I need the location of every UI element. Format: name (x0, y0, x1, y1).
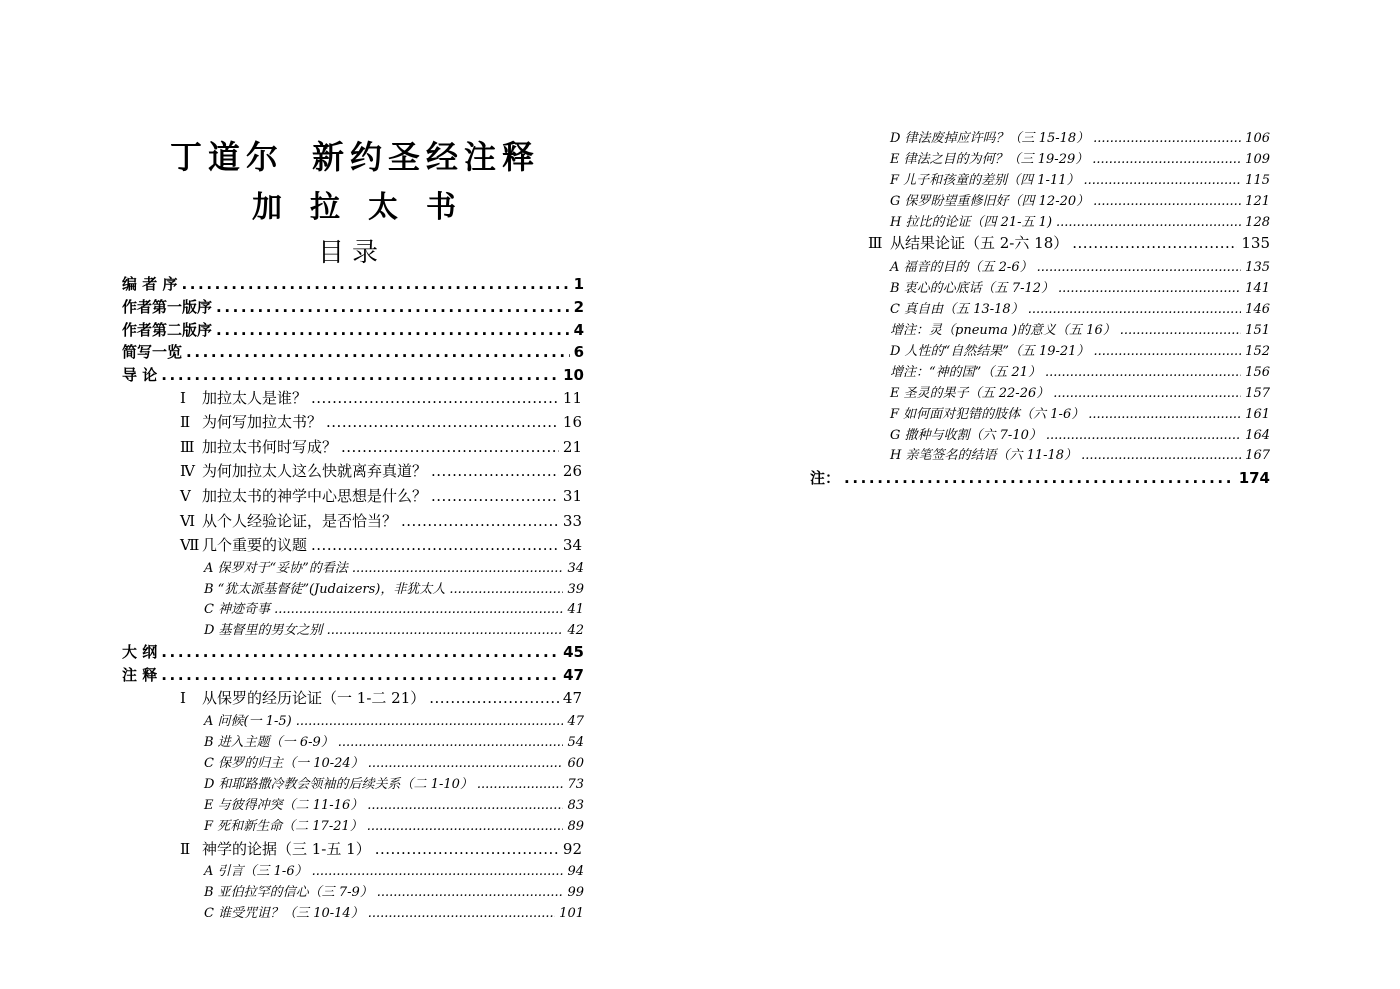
toc-entry-title (180, 534, 307, 555)
dot-leader (375, 840, 559, 858)
toc-entry (204, 860, 584, 879)
dot-leader (368, 756, 564, 771)
toc-entry-label: 增注：灵（pneuma )的意义（五 16） (890, 323, 1116, 338)
dot-leader (216, 321, 570, 339)
toc-entry (180, 838, 582, 859)
dot-leader (1093, 131, 1241, 146)
toc-page-number: 54 (567, 735, 584, 750)
toc-page-number: 47 (567, 714, 584, 729)
toc-entry-label: B 衷心的心底话（五 7-12） (890, 281, 1055, 296)
toc-page-number: 106 (1245, 131, 1270, 146)
toc-entry-title (204, 773, 473, 792)
toc-entry-title (122, 319, 212, 340)
toc-entry (204, 619, 584, 638)
toc-entry-label: 增注：“神的国”（五 21） (890, 365, 1041, 380)
toc-page-number: 34 (562, 536, 582, 554)
toc-page-number: 92 (562, 840, 582, 858)
toc-entry-title (890, 277, 1054, 296)
toc-entry-label: D 人性的“自然结果”（五 19-21） (890, 344, 1090, 359)
toc-entry-title (180, 838, 371, 859)
toc-page-number: 101 (559, 906, 584, 921)
dot-leader (1120, 323, 1241, 338)
toc-entry (890, 190, 1270, 209)
toc-entry-title (890, 403, 1084, 422)
toc-entry-title (122, 641, 157, 662)
toc-entry (890, 361, 1270, 380)
toc-entry-label: C 保罗的归主（一 10-24） (204, 756, 364, 771)
series-title: 丁道尔 (170, 138, 285, 176)
toc-page-number: 39 (567, 582, 584, 597)
toc-entry-title (890, 127, 1089, 146)
toc-page-number: 41 (567, 602, 584, 617)
dot-leader (844, 469, 1235, 487)
toc-page-number: 47 (563, 666, 584, 684)
toc-entry-label: 为何写加拉太书？ (202, 413, 323, 431)
toc-entry-title (868, 232, 1068, 253)
toc-entry-number: Ⅴ (180, 487, 191, 505)
dot-leader (274, 602, 563, 617)
toc-entry-title (810, 467, 840, 488)
toc-entry (180, 436, 582, 457)
toc-entry (122, 364, 584, 385)
toc-entry (204, 557, 584, 576)
toc-entry-label: A 问候(一 1-5) (204, 714, 292, 729)
toc-entry-label: F 儿子和孩童的差别（四 1-11） (890, 173, 1080, 188)
toc-page-number: 42 (567, 623, 584, 638)
toc-entry-label: 大 纲 (122, 643, 158, 661)
toc-page-number: 99 (567, 885, 584, 900)
toc-entry-label: 加拉太书的神学中心思想是什么？ (202, 487, 428, 505)
toc-page-number: 135 (1241, 234, 1270, 252)
toc-entry (180, 411, 582, 432)
toc-page-number: 109 (1245, 152, 1270, 167)
toc-entry (204, 773, 584, 792)
dot-leader (367, 798, 563, 813)
dot-leader (1072, 234, 1237, 252)
toc-entry-title (204, 794, 363, 813)
toc-entry (122, 641, 584, 662)
toc-page-number: 6 (573, 343, 584, 361)
toc-page-number: 2 (573, 298, 584, 316)
toc-entry-title (204, 710, 292, 729)
dot-leader (367, 819, 564, 834)
toc-page-number: 89 (567, 819, 584, 834)
toc-entry-label: F 死和新生命（二 17-21） (204, 819, 363, 834)
toc-entry-title (180, 687, 425, 708)
dot-leader (1058, 281, 1241, 296)
toc-entry (810, 467, 1270, 488)
toc-entry (204, 578, 584, 597)
toc-entry (890, 169, 1270, 188)
toc-entry-label: 从个人经验论证，是否恰当？ (202, 512, 398, 530)
toc-page-number: 33 (562, 512, 582, 530)
toc-entry-title (204, 578, 445, 597)
toc-entry (204, 881, 584, 900)
toc-entry-label: 加拉太书何时写成？ (202, 438, 338, 456)
toc-entry (890, 148, 1270, 167)
toc-entry-title (204, 598, 270, 617)
toc-entry-number: Ⅳ (180, 462, 195, 480)
dot-leader (377, 885, 564, 900)
toc-entry-title (890, 298, 1024, 317)
toc-entry-title (204, 731, 334, 750)
toc-entry-label: E 律法之目的为何？（三 19-29） (890, 152, 1089, 167)
dot-leader (186, 343, 570, 361)
toc-entry-label: 注 释 (122, 666, 158, 684)
toc-entry-label: 作者第二版序 (122, 321, 213, 339)
toc-page-number: 94 (567, 864, 584, 879)
dot-leader (477, 777, 564, 792)
toc-entry-title (122, 664, 157, 685)
toc-entry-number: Ⅲ (868, 234, 883, 252)
toc-entry-label: 加拉太人是谁？ (202, 389, 308, 407)
toc-entry (890, 298, 1270, 317)
toc-entry (122, 341, 584, 362)
toc-page-number: 115 (1245, 173, 1270, 188)
toc-entry-title (204, 752, 364, 771)
toc-entry-label: D 律法废掉应许吗？（三 15-18） (890, 131, 1090, 146)
dot-leader (1092, 152, 1241, 167)
toc-page-number: 10 (563, 366, 584, 384)
toc-page-number: 26 (562, 462, 582, 480)
toc-entry-label: D 和耶路撒冷教会领袖的后续关系（二 1-10） (204, 777, 473, 792)
toc-entry-label: B “犹太派基督徒”(Judaizers)，非犹太人 (204, 582, 446, 597)
toc-page-number: 156 (1245, 365, 1270, 380)
toc-entry (204, 902, 584, 921)
toc-page-number: 157 (1245, 386, 1270, 401)
toc-entry-label: D 基督里的男女之别 (204, 623, 323, 638)
toc-page-number: 164 (1245, 428, 1270, 443)
toc-entry (122, 664, 584, 685)
toc-entry-title (204, 881, 373, 900)
toc-entry-number: Ⅰ (180, 389, 186, 407)
toc-entry-title (122, 364, 157, 385)
dot-leader (296, 714, 564, 729)
toc-entry-label: H 亲笔签名的结语（六 11-18） (890, 448, 1078, 463)
toc-entry-title (122, 273, 177, 294)
toc-page-number: 11 (562, 389, 582, 407)
toc-entry (890, 256, 1270, 275)
dot-leader (327, 623, 564, 638)
toc-entry-title (890, 148, 1088, 167)
dot-leader (216, 298, 570, 316)
toc-entry-label: 编 者 序 (122, 275, 178, 293)
toc-entry-title (204, 902, 364, 921)
toc-page-number: 60 (567, 756, 584, 771)
toc-entry-title (122, 296, 212, 317)
toc-page-number: 73 (567, 777, 584, 792)
toc-entry-title (204, 860, 308, 879)
toc-entry-label: A 引言（三 1-6） (204, 864, 308, 879)
toc-page-number: 167 (1245, 448, 1270, 463)
toc-entry (890, 382, 1270, 401)
dot-leader (401, 512, 559, 530)
dot-leader (1046, 428, 1241, 443)
dot-leader (1081, 448, 1241, 463)
toc-entry-title (122, 341, 182, 362)
dot-leader (326, 413, 559, 431)
toc-entry-number: Ⅰ (180, 689, 186, 707)
book-title-line1 (170, 132, 540, 178)
toc-entry-title (180, 460, 427, 481)
toc-entry-label: B 进入主题（一 6-9） (204, 735, 334, 750)
toc-entry (180, 387, 582, 408)
toc-entry-title (204, 815, 363, 834)
toc-entry-title (180, 485, 427, 506)
toc-entry (890, 277, 1270, 296)
toc-entry (890, 424, 1270, 443)
toc-entry-label: 简写一览 (122, 343, 183, 361)
toc-entry-label: F 如何面对犯错的肢体（六 1-6） (890, 407, 1085, 422)
series-subtitle: 新约圣经注释 (312, 138, 541, 176)
toc-entry-label: H 拉比的论证（四 21-五 1) (890, 215, 1053, 230)
toc-entry-label: 神学的论据（三 1-五 1） (202, 840, 371, 858)
toc-entry-label: 作者第一版序 (122, 298, 213, 316)
toc-entry-title (180, 436, 337, 457)
dot-leader (181, 275, 569, 293)
toc-entry-label: E 与彼得冲突（二 11-16） (204, 798, 364, 813)
toc-entry (204, 731, 584, 750)
dot-leader (161, 643, 559, 661)
dot-leader (1045, 365, 1241, 380)
contents-heading: 目录 (318, 238, 387, 268)
dot-leader (338, 735, 564, 750)
dot-leader (1056, 215, 1241, 230)
toc-entry (868, 232, 1270, 253)
dot-leader (449, 582, 563, 597)
toc-entry-label: C 神迹奇事 (204, 602, 271, 617)
dot-leader (1088, 407, 1241, 422)
dot-leader (429, 689, 559, 707)
dot-leader (311, 389, 559, 407)
toc-page-number: 1 (573, 275, 584, 293)
toc-page-number: 83 (567, 798, 584, 813)
toc-entry-title (890, 340, 1089, 359)
toc-entry (890, 403, 1270, 422)
toc-entry (204, 598, 584, 617)
toc-page-number: 16 (562, 413, 582, 431)
dot-leader (352, 561, 564, 576)
toc-page-number: 4 (573, 321, 584, 339)
toc-entry-label: 导 论 (122, 366, 158, 384)
dot-leader (1037, 260, 1242, 275)
toc-entry (204, 710, 584, 729)
toc-entry-title (890, 382, 1049, 401)
toc-entry (180, 460, 582, 481)
toc-page-number: 135 (1245, 260, 1270, 275)
dot-leader (161, 366, 559, 384)
toc-entry-title (180, 411, 322, 432)
dot-leader (311, 536, 559, 554)
toc-entry-label: G 撒种与收割（六 7-10） (890, 428, 1042, 443)
toc-entry-label: B 亚伯拉罕的信心（三 7-9） (204, 885, 373, 900)
toc-entry-label: 注： (810, 469, 841, 487)
toc-entry-label: C 谁受咒诅？（三 10-14） (204, 906, 364, 921)
toc-entry (204, 752, 584, 771)
toc-entry (122, 273, 584, 294)
toc-entry (180, 485, 582, 506)
toc-entry-title (890, 361, 1041, 380)
dot-leader (1084, 173, 1242, 188)
toc-entry-title (180, 510, 397, 531)
toc-page-number: 21 (562, 438, 582, 456)
toc-entry-label: C 真自由（五 13-18） (890, 302, 1024, 317)
toc-entry-number: Ⅵ (180, 512, 196, 530)
toc-entry (890, 127, 1270, 146)
toc-entry-label: 从结果论证（五 2-六 18） (890, 234, 1069, 252)
toc-page-number: 31 (562, 487, 582, 505)
toc-entry-number: Ⅱ (180, 840, 191, 858)
toc-entry-title (890, 211, 1052, 230)
toc-entry-title (180, 387, 307, 408)
toc-entry-title (204, 557, 348, 576)
toc-entry (180, 534, 582, 555)
toc-page-number: 146 (1245, 302, 1270, 317)
toc-entry-title (890, 444, 1077, 463)
toc-page-number: 174 (1238, 469, 1270, 487)
toc-entry (180, 510, 582, 531)
toc-entry-number: Ⅱ (180, 413, 191, 431)
toc-entry (180, 687, 582, 708)
toc-page-number: 121 (1245, 194, 1270, 209)
toc-page-number: 152 (1245, 344, 1270, 359)
toc-entry (890, 444, 1270, 463)
dot-leader (368, 906, 555, 921)
toc-entry-label: 从保罗的经历论证（一 1-二 21） (202, 689, 426, 707)
toc-page-number: 34 (567, 561, 584, 576)
toc-entry (122, 296, 584, 317)
toc-entry (890, 340, 1270, 359)
dot-leader (1028, 302, 1241, 317)
toc-entry-title (890, 256, 1033, 275)
toc-page-number: 151 (1245, 323, 1270, 338)
dot-leader (341, 438, 559, 456)
dot-leader (312, 864, 564, 879)
toc-entry-number: Ⅲ (180, 438, 195, 456)
dot-leader (161, 666, 559, 684)
toc-entry (204, 815, 584, 834)
dot-leader (431, 487, 559, 505)
toc-page-number: 128 (1245, 215, 1270, 230)
toc-entry (204, 794, 584, 813)
toc-entry-number: Ⅶ (180, 536, 200, 554)
toc-page-number: 47 (562, 689, 582, 707)
toc-entry-title (890, 190, 1089, 209)
toc-entry-title (204, 619, 323, 638)
dot-leader (1093, 344, 1241, 359)
dot-leader (1093, 194, 1241, 209)
dot-leader (431, 462, 559, 480)
toc-entry-label: G 保罗盼望重修旧好（四 12-20） (890, 194, 1090, 209)
toc-entry-title (890, 319, 1116, 338)
toc-page-number: 161 (1245, 407, 1270, 422)
toc-page-number: 141 (1245, 281, 1270, 296)
toc-entry-label: 几个重要的议题 (202, 536, 308, 554)
toc-entry-label: 为何加拉太人这么快就离弃真道？ (202, 462, 428, 480)
toc-entry-title (890, 424, 1042, 443)
toc-entry-label: E 圣灵的果子（五 22-26） (890, 386, 1050, 401)
toc-entry-label: A 保罗对于“妥协”的看法 (204, 561, 348, 576)
dot-leader (1053, 386, 1241, 401)
toc-entry-title (890, 169, 1080, 188)
toc-entry-label: A 福音的目的（五 2-6） (890, 260, 1033, 275)
toc-entry (122, 319, 584, 340)
toc-page-number: 45 (563, 643, 584, 661)
toc-entry (890, 319, 1270, 338)
toc-entry (890, 211, 1270, 230)
book-title-galatians: 加拉太书 (252, 190, 484, 225)
